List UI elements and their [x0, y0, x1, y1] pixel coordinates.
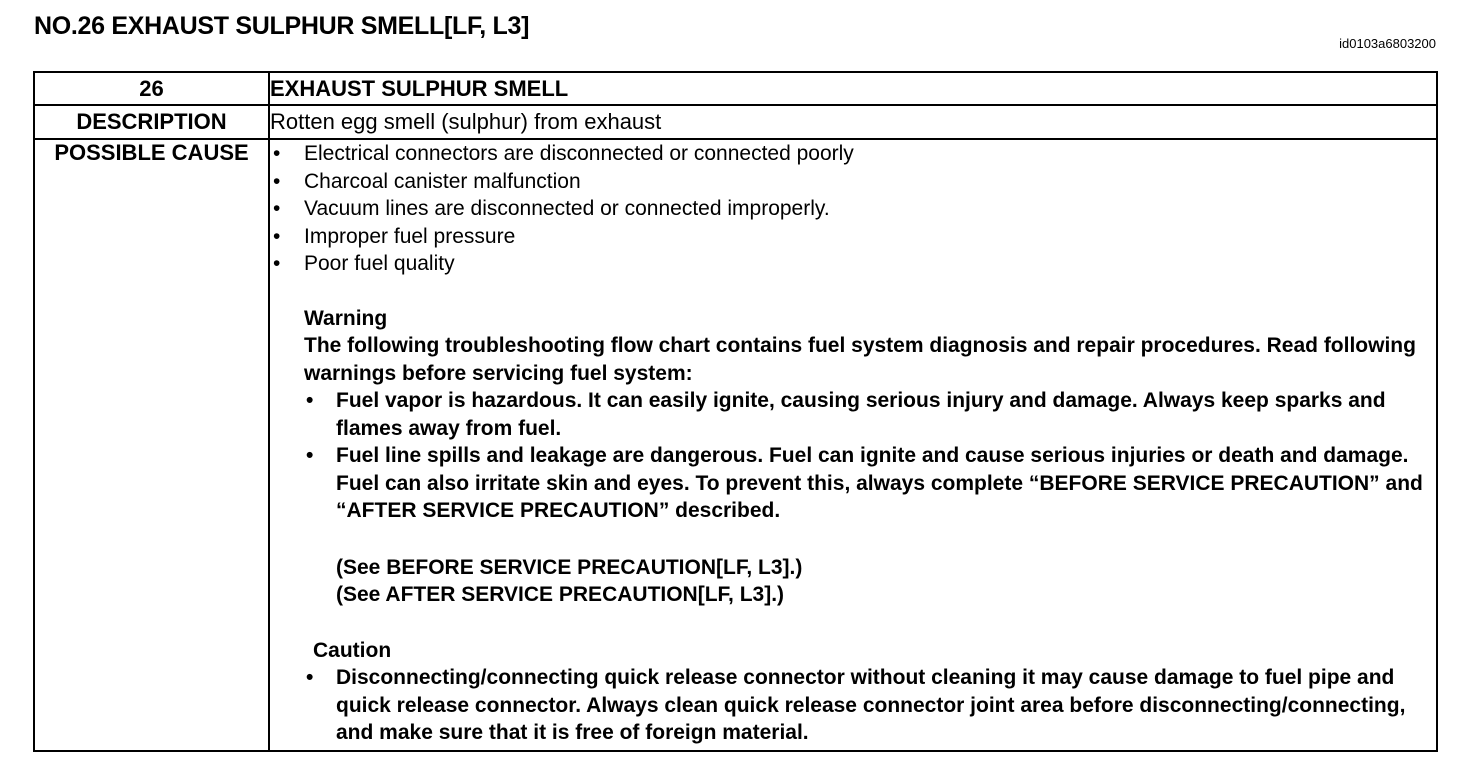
warning-item: • Fuel line spills and leakage are dangerous. Fuel can ignite and cause serious injuries or death and damage. Fuel can also irritate skin and eyes. To prevent this, always complete “BEFORE SERVICE PRECAUTION” and “AFTER SERVICE PRECAUTION” described. — [304, 442, 1436, 525]
possible-cause-content — [269, 139, 1437, 751]
symptom-table — [33, 71, 1438, 752]
cause-list — [270, 140, 1436, 278]
warning-heading: Warning — [304, 306, 388, 330]
table-row-description — [34, 105, 1437, 139]
caution-item: • Disconnecting/connecting quick release connector without cleaning it may cause damage to fuel pipe and quick release connector. Always clean quick release connector joint area before disconnecting/connecting, and make sure that it is free of foreign material. — [304, 664, 1436, 747]
caution-list — [304, 664, 1436, 747]
cause-item: • Electrical connectors are disconnected or connected poorly — [270, 140, 1436, 168]
warning-list — [304, 387, 1436, 525]
document-id: id0103a6803200 — [1339, 36, 1436, 51]
see-after-link[interactable]: (See AFTER SERVICE PRECAUTION[LF, L3].) — [336, 583, 785, 606]
page-title: NO.26 EXHAUST SULPHUR SMELL[LF, L3] — [34, 12, 530, 40]
warning-item: • Fuel vapor is hazardous. It can easily ignite, causing serious injury and damage. Always keep sparks and flames away from fuel. — [304, 387, 1436, 442]
cause-item: • Poor fuel quality — [270, 250, 1436, 278]
table-row-number — [34, 72, 1437, 105]
caution-heading: Caution — [313, 638, 392, 662]
see-before-link[interactable]: (See BEFORE SERVICE PRECAUTION[LF, L3].) — [336, 555, 803, 579]
see-references — [304, 554, 1436, 609]
warning-block — [270, 305, 1436, 747]
table-row-possible-cause — [34, 139, 1437, 751]
warning-intro: The following troubleshooting flow chart contains fuel system diagnosis and repair procedures. Read following warnings before servicing fuel system: — [304, 334, 1416, 385]
symptom-number: 26 — [34, 72, 269, 105]
cause-item: • Improper fuel pressure — [270, 223, 1436, 251]
symptom-title: EXHAUST SULPHUR SMELL — [269, 72, 1437, 105]
description-value: Rotten egg smell (sulphur) from exhaust — [269, 105, 1437, 139]
cause-item: • Vacuum lines are disconnected or connected improperly. — [270, 195, 1436, 223]
possible-cause-label: POSSIBLE CAUSE — [34, 139, 269, 751]
description-label: DESCRIPTION — [34, 105, 269, 139]
cause-item: • Charcoal canister malfunction — [270, 168, 1436, 196]
